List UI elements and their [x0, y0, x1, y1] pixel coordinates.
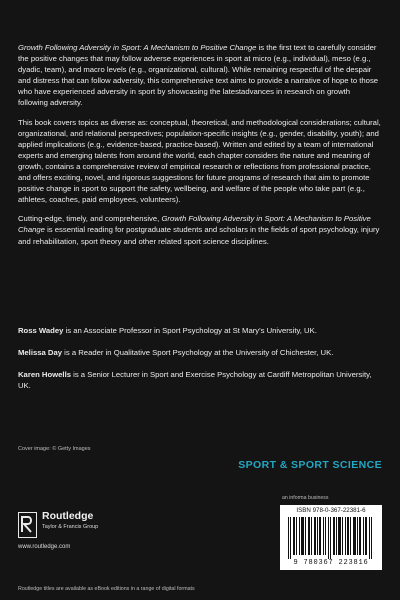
- blurb-text: is the first text to carefully consider the positive changes that may follow adverse experiences in sport at micro (e.g., individual), meso (e.g., dyadic, team), and macro levels (e.g., organizational, cultural). While remaining respectful of the despair and distress that can follow adversity, this comprehensive text aims to provide a narrative of hope to those who have experienced adversity in sport by showcasing the latestadvances in research on growth following adversity.: [18, 43, 379, 108]
- blurb-paragraph-3: [18, 213, 382, 246]
- blurb-paragraph-2: This book covers topics as diverse as: conceptual, theoretical, and methodological considerations; cultural, organizational, and relational perspectives; population-specific insights (e.g., gender, disability, youth); and applied implications (e.g., evidence-based, practice-based). Written and edited by a team of international experts and emerging talents from around the world, each chapter considers the nature and meaning of growth, contains a comprehensive review of empirical research or reflections from professional practice, and offers exciting, novel, and rigorous suggestions for future programs of research that aim to promote positive change in sport to support the safety, wellbeing, and welfare of the people who take part (e.g., athletes, coaches, paid employees, volunteers).: [18, 117, 381, 205]
- publisher-name: Routledge: [42, 510, 94, 522]
- routledge-logo-icon: [18, 512, 37, 538]
- author-description: is a Senior Lecturer in Sport and Exercise Psychology at Cardiff Metropolitan University, UK.: [18, 370, 372, 391]
- blurb-text: Cutting-edge, timely, and comprehensive,: [18, 214, 162, 224]
- cover-image-credit: Cover image: © Getty Images: [18, 446, 91, 452]
- author-bios: [18, 325, 382, 402]
- author-description: is an Associate Professor in Sport Psychology at St Mary's University, UK.: [63, 326, 317, 335]
- informa-business-tag: an informa business: [282, 495, 329, 501]
- isbn-text: ISBN 978-0-367-22381-6: [296, 507, 366, 514]
- author-name: Karen Howells: [18, 370, 71, 380]
- author-bio: [18, 325, 382, 336]
- author-bio: [18, 347, 382, 358]
- publisher-group: Taylor & Francis Group: [42, 524, 99, 530]
- blurb: [18, 42, 382, 255]
- author-bio: [18, 369, 382, 391]
- blurb-text: is essential reading for postgraduate students and scholars in the fields of sport psychology, injury and rehabilitation, sport theory and other related sport science disciplines.: [18, 225, 380, 246]
- book-title-italic: Growth Following Adversity in Sport: A Mechanism to Positive Change: [18, 214, 371, 235]
- barcode-bars-icon: [288, 517, 374, 559]
- barcode-number: 9 780367 223816: [293, 559, 369, 567]
- author-description: is a Reader in Qualitative Sport Psychology at the University of Chichester, UK.: [62, 348, 334, 358]
- blurb-paragraph-1: [18, 42, 382, 109]
- ebook-availability-note: Routledge titles are available as eBook editions in a range of digital formats: [18, 586, 195, 592]
- barcode: [280, 505, 382, 570]
- subject-category: SPORT & SPORT SCIENCE: [238, 459, 382, 471]
- author-name: Ross Wadey: [18, 326, 64, 335]
- author-name: Melissa Day: [18, 348, 63, 358]
- book-title-italic: Growth Following Adversity in Sport: A Mechanism to Positive Change: [18, 43, 257, 52]
- publisher-url[interactable]: www.routledge.com: [18, 544, 71, 550]
